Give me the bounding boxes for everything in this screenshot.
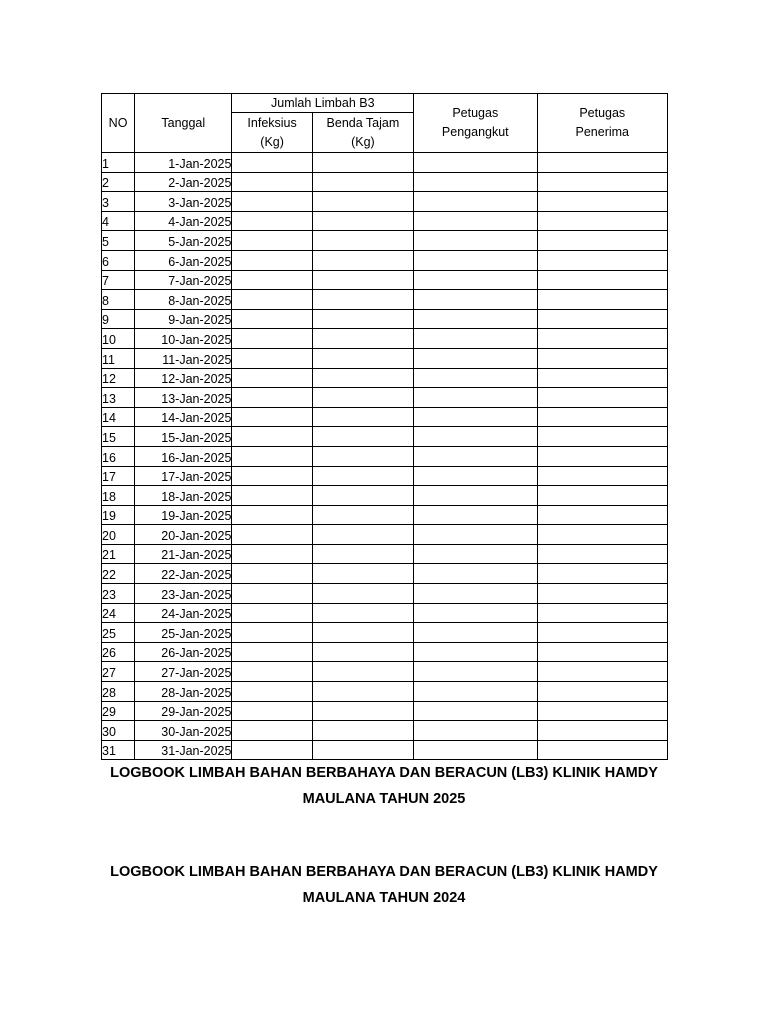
title-2025-line2: MAULANA TAHUN 2025 [302, 791, 466, 807]
receiver-cell[interactable] [537, 153, 668, 173]
row-date: 30-Jan-2025 [135, 721, 232, 741]
transporter-cell[interactable] [414, 466, 537, 486]
infectious-cell[interactable] [232, 211, 312, 231]
receiver-cell[interactable] [537, 329, 668, 349]
row-number: 13 [102, 388, 135, 408]
infectious-cell[interactable] [232, 544, 312, 564]
receiver-cell[interactable] [537, 564, 668, 584]
sharps-cell[interactable] [312, 701, 413, 721]
receiver-cell[interactable] [537, 250, 668, 270]
row-number: 29 [102, 701, 135, 721]
infectious-cell[interactable] [232, 642, 312, 662]
infectious-cell[interactable] [232, 153, 312, 173]
sharps-cell[interactable] [312, 172, 413, 192]
sharps-cell[interactable] [312, 740, 413, 760]
sharps-cell[interactable] [312, 231, 413, 251]
row-number: 20 [102, 525, 135, 545]
table-row [102, 153, 668, 173]
table-row [102, 623, 668, 643]
sharps-cell[interactable] [312, 407, 413, 427]
row-date: 6-Jan-2025 [135, 250, 232, 270]
transporter-cell[interactable] [414, 642, 537, 662]
infectious-cell[interactable] [232, 407, 312, 427]
transporter-cell[interactable] [414, 603, 537, 623]
table-row [102, 544, 668, 564]
sharps-cell[interactable] [312, 270, 413, 290]
row-date: 4-Jan-2025 [135, 211, 232, 231]
table-row [102, 466, 668, 486]
transporter-cell[interactable] [414, 544, 537, 564]
table-row [102, 211, 668, 231]
header-transporter-line2: Pengangkut [441, 125, 509, 139]
header-sharps [312, 113, 413, 153]
row-date: 10-Jan-2025 [135, 329, 232, 349]
infectious-cell[interactable] [232, 329, 312, 349]
table-row [102, 603, 668, 623]
sharps-cell[interactable] [312, 250, 413, 270]
sharps-cell[interactable] [312, 662, 413, 682]
row-number: 1 [102, 153, 135, 173]
receiver-cell[interactable] [537, 584, 668, 604]
header-sharps-line2: (Kg) [351, 134, 375, 149]
transporter-cell[interactable] [414, 329, 537, 349]
row-date: 24-Jan-2025 [135, 603, 232, 623]
sharps-cell[interactable] [312, 603, 413, 623]
transporter-cell[interactable] [414, 348, 537, 368]
table-row [102, 701, 668, 721]
infectious-cell[interactable] [232, 172, 312, 192]
transporter-cell[interactable] [414, 682, 537, 702]
row-number: 10 [102, 329, 135, 349]
transporter-cell[interactable] [414, 662, 537, 682]
sharps-cell[interactable] [312, 584, 413, 604]
receiver-cell[interactable] [537, 388, 668, 408]
row-date: 8-Jan-2025 [135, 290, 232, 310]
row-date: 11-Jan-2025 [135, 348, 232, 368]
infectious-cell[interactable] [232, 662, 312, 682]
header-waste-amount: Jumlah Limbah B3 [232, 94, 414, 113]
transporter-cell[interactable] [414, 505, 537, 525]
table-row [102, 740, 668, 760]
table-row [102, 368, 668, 388]
row-number: 4 [102, 211, 135, 231]
sharps-cell[interactable] [312, 427, 413, 447]
table-row [102, 662, 668, 682]
row-number: 12 [102, 368, 135, 388]
row-date: 27-Jan-2025 [135, 662, 232, 682]
sharps-cell[interactable] [312, 682, 413, 702]
header-receiver [537, 94, 668, 153]
infectious-cell[interactable] [232, 701, 312, 721]
transporter-cell[interactable] [414, 407, 537, 427]
infectious-cell[interactable] [232, 348, 312, 368]
sharps-cell[interactable] [312, 623, 413, 643]
row-number: 28 [102, 682, 135, 702]
row-date: 23-Jan-2025 [135, 584, 232, 604]
transporter-cell[interactable] [414, 172, 537, 192]
sharps-cell[interactable] [312, 505, 413, 525]
table-row [102, 348, 668, 368]
table-row [102, 172, 668, 192]
table-row [102, 192, 668, 212]
row-number: 23 [102, 584, 135, 604]
row-date: 26-Jan-2025 [135, 642, 232, 662]
table-row [102, 427, 668, 447]
row-number: 21 [102, 544, 135, 564]
transporter-cell[interactable] [414, 153, 537, 173]
receiver-cell[interactable] [537, 642, 668, 662]
row-number: 24 [102, 603, 135, 623]
row-number: 16 [102, 446, 135, 466]
row-date: 29-Jan-2025 [135, 701, 232, 721]
header-receiver-line1: Petugas [579, 106, 626, 120]
sharps-cell[interactable] [312, 466, 413, 486]
row-date: 5-Jan-2025 [135, 231, 232, 251]
row-number: 27 [102, 662, 135, 682]
receiver-cell[interactable] [537, 231, 668, 251]
table-row [102, 584, 668, 604]
row-date: 2-Jan-2025 [135, 172, 232, 192]
row-number: 7 [102, 270, 135, 290]
receiver-cell[interactable] [537, 544, 668, 564]
header-sharps-line1: Benda Tajam [326, 115, 400, 130]
table-row [102, 309, 668, 329]
table-row [102, 407, 668, 427]
infectious-cell[interactable] [232, 427, 312, 447]
transporter-cell[interactable] [414, 211, 537, 231]
row-number: 14 [102, 407, 135, 427]
infectious-cell[interactable] [232, 270, 312, 290]
logbook-body [102, 153, 668, 760]
table-row [102, 231, 668, 251]
row-number: 8 [102, 290, 135, 310]
infectious-cell[interactable] [232, 309, 312, 329]
receiver-cell[interactable] [537, 525, 668, 545]
header-no: NO [102, 94, 135, 153]
sharps-cell[interactable] [312, 329, 413, 349]
row-number: 30 [102, 721, 135, 741]
infectious-cell[interactable] [232, 603, 312, 623]
row-number: 3 [102, 192, 135, 212]
infectious-cell[interactable] [232, 486, 312, 506]
receiver-cell[interactable] [537, 682, 668, 702]
row-number: 6 [102, 250, 135, 270]
table-row [102, 388, 668, 408]
receiver-cell[interactable] [537, 466, 668, 486]
transporter-cell[interactable] [414, 525, 537, 545]
infectious-cell[interactable] [232, 740, 312, 760]
receiver-cell[interactable] [537, 407, 668, 427]
row-number: 18 [102, 486, 135, 506]
infectious-cell[interactable] [232, 388, 312, 408]
infectious-cell[interactable] [232, 231, 312, 251]
transporter-cell[interactable] [414, 564, 537, 584]
sharps-cell[interactable] [312, 564, 413, 584]
row-date: 1-Jan-2025 [135, 153, 232, 173]
table-row [102, 682, 668, 702]
sharps-cell[interactable] [312, 525, 413, 545]
receiver-cell[interactable] [537, 192, 668, 212]
transporter-cell[interactable] [414, 446, 537, 466]
header-date: Tanggal [135, 94, 232, 153]
row-date: 18-Jan-2025 [135, 486, 232, 506]
header-infectious [232, 113, 312, 153]
header-infectious-line1: Infeksius [247, 115, 297, 130]
receiver-cell[interactable] [537, 603, 668, 623]
row-date: 13-Jan-2025 [135, 388, 232, 408]
sharps-cell[interactable] [312, 368, 413, 388]
sharps-cell[interactable] [312, 211, 413, 231]
receiver-cell[interactable] [537, 270, 668, 290]
row-number: 17 [102, 466, 135, 486]
sharps-cell[interactable] [312, 721, 413, 741]
row-date: 20-Jan-2025 [135, 525, 232, 545]
table-row [102, 721, 668, 741]
receiver-cell[interactable] [537, 427, 668, 447]
transporter-cell[interactable] [414, 701, 537, 721]
transporter-cell[interactable] [414, 388, 537, 408]
title-2024-line2: MAULANA TAHUN 2024 [302, 890, 466, 906]
infectious-cell[interactable] [232, 466, 312, 486]
row-date: 31-Jan-2025 [135, 740, 232, 760]
infectious-cell[interactable] [232, 721, 312, 741]
receiver-cell[interactable] [537, 701, 668, 721]
table-row [102, 486, 668, 506]
row-number: 9 [102, 309, 135, 329]
transporter-cell[interactable] [414, 721, 537, 741]
row-date: 14-Jan-2025 [135, 407, 232, 427]
title-2025 [84, 760, 684, 812]
row-date: 19-Jan-2025 [135, 505, 232, 525]
title-2024-line1: LOGBOOK LIMBAH BAHAN BERBAHAYA DAN BERACUN (LB3) KLINIK HAMDY [110, 864, 658, 880]
row-date: 9-Jan-2025 [135, 309, 232, 329]
row-date: 21-Jan-2025 [135, 544, 232, 564]
row-number: 2 [102, 172, 135, 192]
header-transporter-line1: Petugas [452, 106, 499, 120]
receiver-cell[interactable] [537, 486, 668, 506]
table-row [102, 270, 668, 290]
infectious-cell[interactable] [232, 505, 312, 525]
receiver-cell[interactable] [537, 211, 668, 231]
transporter-cell[interactable] [414, 368, 537, 388]
row-number: 31 [102, 740, 135, 760]
row-date: 25-Jan-2025 [135, 623, 232, 643]
row-number: 19 [102, 505, 135, 525]
row-number: 5 [102, 231, 135, 251]
receiver-cell[interactable] [537, 662, 668, 682]
receiver-cell[interactable] [537, 290, 668, 310]
sharps-cell[interactable] [312, 348, 413, 368]
transporter-cell[interactable] [414, 270, 537, 290]
receiver-cell[interactable] [537, 348, 668, 368]
sharps-cell[interactable] [312, 544, 413, 564]
receiver-cell[interactable] [537, 368, 668, 388]
table-row [102, 505, 668, 525]
sharps-cell[interactable] [312, 309, 413, 329]
logbook-table [101, 93, 668, 760]
header-receiver-line2: Penerima [575, 125, 629, 139]
table-row [102, 329, 668, 349]
receiver-cell[interactable] [537, 721, 668, 741]
sharps-cell[interactable] [312, 486, 413, 506]
row-date: 3-Jan-2025 [135, 192, 232, 212]
row-number: 25 [102, 623, 135, 643]
row-date: 28-Jan-2025 [135, 682, 232, 702]
row-date: 22-Jan-2025 [135, 564, 232, 584]
transporter-cell[interactable] [414, 250, 537, 270]
row-number: 22 [102, 564, 135, 584]
transporter-cell[interactable] [414, 427, 537, 447]
row-date: 12-Jan-2025 [135, 368, 232, 388]
table-row [102, 642, 668, 662]
receiver-cell[interactable] [537, 309, 668, 329]
table-row [102, 564, 668, 584]
table-row [102, 525, 668, 545]
receiver-cell[interactable] [537, 623, 668, 643]
row-date: 15-Jan-2025 [135, 427, 232, 447]
title-2024 [84, 859, 684, 911]
row-number: 15 [102, 427, 135, 447]
receiver-cell[interactable] [537, 446, 668, 466]
infectious-cell[interactable] [232, 623, 312, 643]
table-row [102, 290, 668, 310]
infectious-cell[interactable] [232, 250, 312, 270]
infectious-cell[interactable] [232, 446, 312, 466]
infectious-cell[interactable] [232, 192, 312, 212]
sharps-cell[interactable] [312, 290, 413, 310]
transporter-cell[interactable] [414, 584, 537, 604]
transporter-cell[interactable] [414, 192, 537, 212]
infectious-cell[interactable] [232, 584, 312, 604]
receiver-cell[interactable] [537, 505, 668, 525]
sharps-cell[interactable] [312, 446, 413, 466]
infectious-cell[interactable] [232, 525, 312, 545]
sharps-cell[interactable] [312, 192, 413, 212]
transporter-cell[interactable] [414, 309, 537, 329]
header-infectious-line2: (Kg) [260, 134, 284, 149]
infectious-cell[interactable] [232, 564, 312, 584]
transporter-cell[interactable] [414, 231, 537, 251]
transporter-cell[interactable] [414, 623, 537, 643]
row-date: 7-Jan-2025 [135, 270, 232, 290]
transporter-cell[interactable] [414, 486, 537, 506]
infectious-cell[interactable] [232, 290, 312, 310]
sharps-cell[interactable] [312, 642, 413, 662]
row-date: 17-Jan-2025 [135, 466, 232, 486]
infectious-cell[interactable] [232, 682, 312, 702]
infectious-cell[interactable] [232, 368, 312, 388]
row-date: 16-Jan-2025 [135, 446, 232, 466]
table-row [102, 446, 668, 466]
transporter-cell[interactable] [414, 290, 537, 310]
table-row [102, 250, 668, 270]
title-2025-line1: LOGBOOK LIMBAH BAHAN BERBAHAYA DAN BERACUN (LB3) KLINIK HAMDY [110, 765, 658, 781]
sharps-cell[interactable] [312, 153, 413, 173]
row-number: 26 [102, 642, 135, 662]
row-number: 11 [102, 348, 135, 368]
receiver-cell[interactable] [537, 740, 668, 760]
sharps-cell[interactable] [312, 388, 413, 408]
receiver-cell[interactable] [537, 172, 668, 192]
transporter-cell[interactable] [414, 740, 537, 760]
header-transporter [414, 94, 537, 153]
